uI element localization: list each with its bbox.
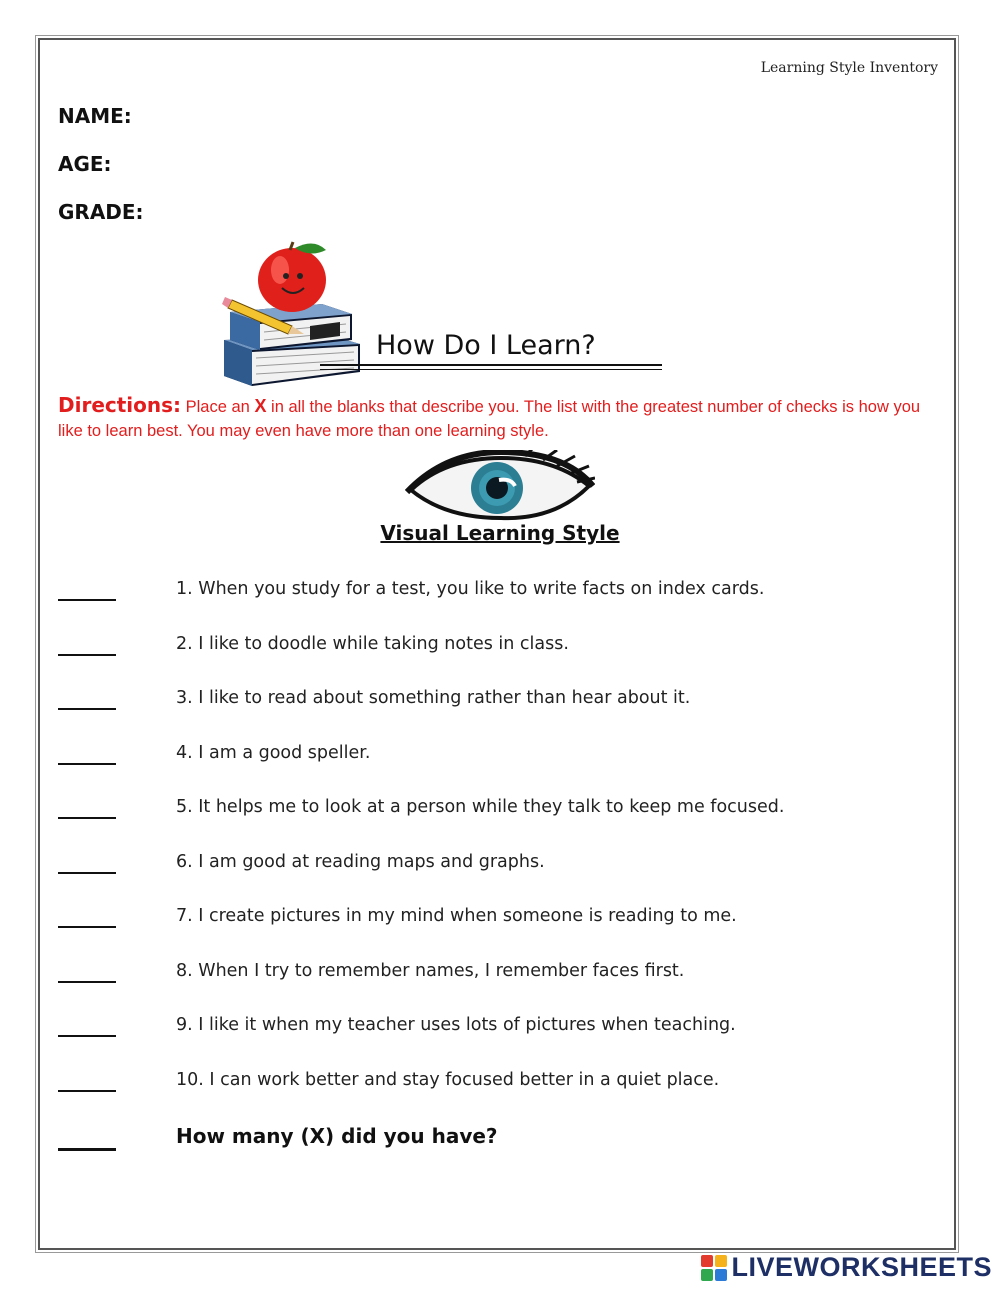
total-input[interactable]: [58, 1124, 120, 1148]
item-text: 1. When you study for a test, you like to write facts on index cards.: [176, 579, 765, 599]
page-title: How Do I Learn?: [376, 330, 596, 361]
answer-blank-line: [58, 599, 116, 601]
answer-blank-line: [58, 763, 116, 765]
item-text: 9. I like it when my teacher uses lots of pictures when teaching.: [176, 1015, 736, 1035]
name-input[interactable]: [170, 104, 534, 130]
list-item: [58, 961, 938, 991]
answer-blank-line: [58, 817, 116, 819]
directions-text-before: Place an: [181, 398, 255, 416]
list-item: [58, 852, 938, 882]
apple-icon: [258, 242, 326, 312]
age-label: AGE:: [58, 152, 112, 176]
answer-blank-line: [58, 872, 116, 874]
item-text: 3. I like to read about something rather than hear about it.: [176, 688, 691, 708]
title-underline: [320, 364, 662, 366]
total-question: How many (X) did you have?: [176, 1124, 498, 1148]
grade-label: GRADE:: [58, 200, 144, 224]
answer-blank-line: [58, 1090, 116, 1092]
name-label: NAME:: [58, 104, 132, 128]
list-item: [58, 743, 938, 773]
list-item: [58, 906, 938, 936]
books-icon: [224, 304, 360, 386]
item-text: 5. It helps me to look at a person while they talk to keep me focused.: [176, 797, 785, 817]
list-item: [58, 1015, 938, 1045]
answer-blank-line: [58, 654, 116, 656]
directions-text-after: in all the blanks that describe you. The list with the greatest number of checks is how you like to learn best. You may even have more than one learning style.: [58, 398, 921, 440]
item-text: 10. I can work better and stay focused better in a quiet place.: [176, 1070, 720, 1090]
answer-blank-line: [58, 708, 116, 710]
item-text: 8. When I try to remember names, I remember faces first.: [176, 961, 685, 981]
directions-paragraph: [58, 393, 938, 443]
apple-books-clipart: [222, 240, 367, 390]
directions-label: Directions:: [58, 393, 182, 417]
item-text: 7. I create pictures in my mind when someone is reading to me.: [176, 906, 737, 926]
answer-blank-line: [58, 926, 116, 928]
item-text: 6. I am good at reading maps and graphs.: [176, 852, 545, 872]
list-item: [58, 688, 938, 718]
list-item: [58, 1070, 938, 1100]
logo-grid-icon: [701, 1255, 727, 1281]
total-row: [58, 1124, 938, 1154]
title-underline-thin: [320, 369, 662, 370]
brand-name: LIVEWORKSHEETS: [731, 1252, 992, 1282]
eye-icon: [405, 450, 595, 522]
age-input[interactable]: [170, 152, 534, 178]
grade-input[interactable]: [170, 200, 534, 226]
answer-blank-line: [58, 1035, 116, 1037]
item-text: 2. I like to doodle while taking notes in class.: [176, 634, 569, 654]
list-item: [58, 797, 938, 827]
header-title: Learning Style Inventory: [760, 60, 938, 76]
section-title: Visual Learning Style: [380, 521, 620, 545]
directions-mark: X: [254, 396, 267, 416]
list-item: [58, 579, 938, 609]
liveworksheets-logo[interactable]: [701, 1252, 992, 1283]
answer-blank-line: [58, 981, 116, 983]
total-blank-line: [58, 1148, 116, 1151]
item-text: 4. I am a good speller.: [176, 743, 371, 763]
list-item: [58, 634, 938, 664]
